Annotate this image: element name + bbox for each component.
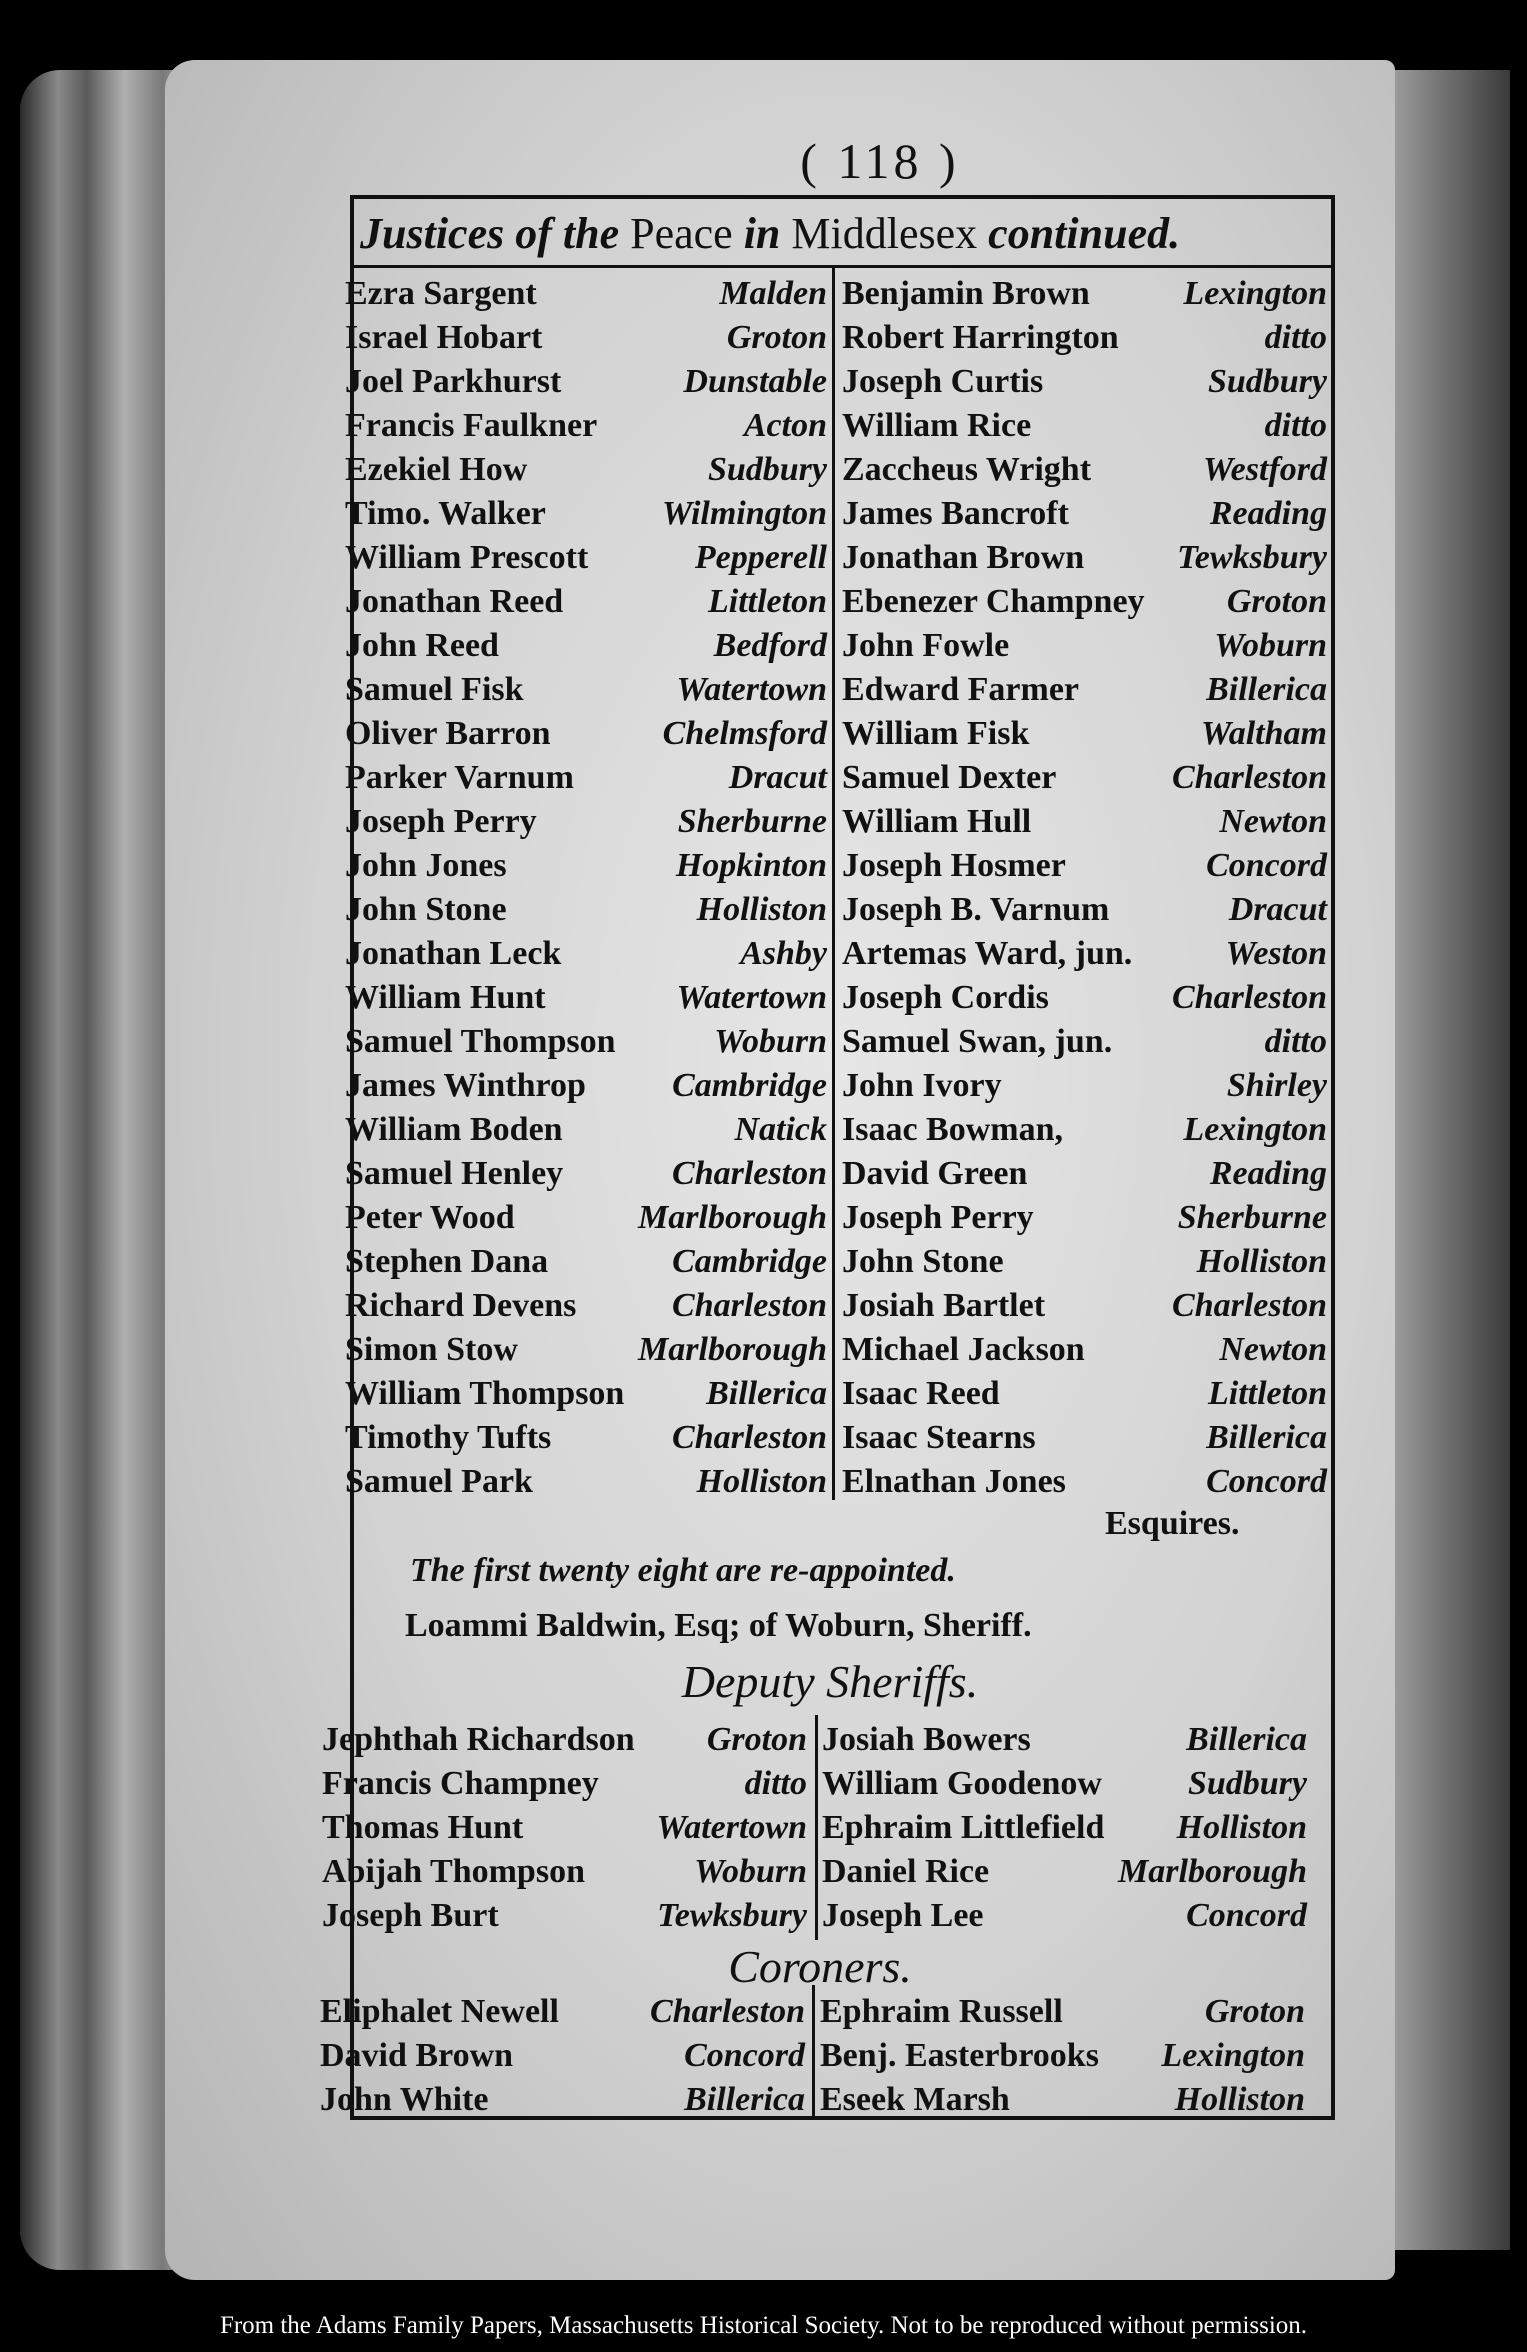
town-name: Groton: [1226, 583, 1327, 620]
deputies-column-rule: [815, 1715, 818, 1940]
town-name: Charleston: [1172, 759, 1327, 796]
town-name: Billerica: [1206, 671, 1327, 708]
list-item: [345, 1196, 827, 1240]
person-name: Joseph Cordis: [842, 979, 1049, 1016]
person-name: Joseph Burt: [322, 1897, 499, 1934]
person-name: Thomas Hunt: [322, 1809, 524, 1846]
list-item: [842, 1064, 1327, 1108]
town-name: Chelmsford: [662, 715, 827, 752]
person-name: David Brown: [320, 2037, 514, 2074]
person-name: Joseph Hosmer: [842, 847, 1066, 884]
town-name: Billerica: [1186, 1721, 1307, 1758]
list-item: [345, 1460, 827, 1504]
person-name: John Fowle: [842, 627, 1010, 664]
list-item: [822, 1894, 1307, 1938]
town-name: ditto: [1264, 407, 1327, 444]
person-name: John Stone: [345, 891, 507, 928]
person-name: Joel Parkhurst: [345, 363, 562, 400]
person-name: Edward Farmer: [842, 671, 1080, 708]
person-name: Jephthah Richardson: [322, 1721, 635, 1758]
list-item: [345, 1108, 827, 1152]
person-name: Samuel Park: [345, 1463, 533, 1500]
person-name: Elnathan Jones: [842, 1463, 1066, 1500]
town-name: Wilmington: [661, 495, 827, 532]
list-item: [842, 800, 1327, 844]
person-name: Israel Hobart: [345, 319, 543, 356]
list-item: [842, 932, 1327, 976]
list-item: [345, 1240, 827, 1284]
town-name: Sherburne: [1177, 1199, 1327, 1236]
coroners-title: Coroners.: [728, 1941, 912, 1992]
town-name: Concord: [684, 2037, 805, 2074]
person-name: Isaac Bowman,: [842, 1111, 1064, 1148]
justices-column-rule: [832, 268, 835, 1500]
person-name: Abijah Thompson: [322, 1853, 585, 1890]
list-item: [345, 1152, 827, 1196]
person-name: Josiah Bartlet: [842, 1287, 1046, 1324]
heading-part-1: Justices of the: [360, 209, 620, 258]
list-item: [842, 536, 1327, 580]
person-name: Joseph Lee: [822, 1897, 984, 1934]
town-name: Bedford: [713, 627, 827, 664]
person-name: Ebenezer Champney: [842, 583, 1145, 620]
list-item: [842, 1372, 1327, 1416]
person-name: David Green: [842, 1155, 1028, 1192]
list-item: [822, 1718, 1307, 1762]
person-name: Benj. Easterbrooks: [820, 2037, 1099, 2074]
person-name: Timothy Tufts: [345, 1419, 552, 1456]
town-name: Dracut: [728, 759, 827, 796]
list-item: [345, 1416, 827, 1460]
list-item: [345, 712, 827, 756]
town-name: Hopkinton: [675, 847, 827, 884]
list-item: [842, 888, 1327, 932]
person-name: Jonathan Brown: [842, 539, 1085, 576]
list-item: [820, 2078, 1305, 2122]
town-name: Malden: [719, 275, 827, 312]
list-item: [322, 1806, 807, 1850]
person-name: John Ivory: [842, 1067, 1002, 1104]
person-name: William Boden: [345, 1111, 563, 1148]
town-name: Dracut: [1228, 891, 1327, 928]
person-name: William Goodenow: [822, 1765, 1102, 1802]
town-name: Lexington: [1183, 275, 1327, 312]
town-name: Sudbury: [1207, 363, 1327, 400]
town-name: Lexington: [1183, 1111, 1327, 1148]
person-name: Simon Stow: [345, 1331, 518, 1368]
list-item: [345, 360, 827, 404]
list-item: [345, 976, 827, 1020]
town-name: Groton: [726, 319, 827, 356]
list-item: [842, 1152, 1327, 1196]
list-item: [345, 404, 827, 448]
person-name: Francis Faulkner: [345, 407, 598, 444]
person-name: Zaccheus Wright: [842, 451, 1092, 488]
person-name: Ezra Sargent: [345, 275, 537, 312]
list-item: [345, 1064, 827, 1108]
person-name: William Hunt: [345, 979, 546, 1016]
list-item: [820, 2034, 1305, 2078]
person-name: Joseph Perry: [842, 1199, 1034, 1236]
person-name: Robert Harrington: [842, 319, 1119, 356]
town-name: Westford: [1202, 451, 1327, 488]
list-item: [322, 1894, 807, 1938]
town-name: Shirley: [1226, 1067, 1327, 1104]
person-name: Ephraim Russell: [820, 1993, 1063, 2030]
list-item: [842, 272, 1327, 316]
list-item: [842, 1460, 1327, 1504]
town-name: Watertown: [656, 1809, 807, 1846]
town-name: Holliston: [1196, 1243, 1327, 1280]
town-name: Charleston: [672, 1419, 827, 1456]
list-item: [842, 1328, 1327, 1372]
person-name: Samuel Fisk: [345, 671, 524, 708]
person-name: James Bancroft: [842, 495, 1069, 532]
town-name: Charleston: [1172, 1287, 1327, 1324]
town-name: Groton: [706, 1721, 807, 1758]
town-name: Ashby: [740, 935, 827, 972]
list-item: [345, 448, 827, 492]
town-name: Dunstable: [683, 363, 827, 400]
town-name: Charleston: [672, 1155, 827, 1192]
person-name: Ezekiel How: [345, 451, 528, 488]
person-name: Stephen Dana: [345, 1243, 549, 1280]
town-name: Billerica: [1206, 1419, 1327, 1456]
list-item: [345, 932, 827, 976]
list-item: [842, 668, 1327, 712]
person-name: William Thompson: [345, 1375, 625, 1412]
list-item: [842, 844, 1327, 888]
list-item: [820, 1990, 1305, 2034]
list-item: [842, 976, 1327, 1020]
person-name: Richard Devens: [345, 1287, 577, 1324]
town-name: Tewksbury: [1177, 539, 1327, 576]
list-item: [345, 756, 827, 800]
town-name: Charleston: [672, 1287, 827, 1324]
town-name: Waltham: [1201, 715, 1327, 752]
town-name: Holliston: [1176, 1809, 1307, 1846]
person-name: Joseph Perry: [345, 803, 537, 840]
person-name: Joseph Curtis: [842, 363, 1044, 400]
town-name: Billerica: [706, 1375, 827, 1412]
town-name: Concord: [1206, 847, 1327, 884]
town-name: Billerica: [684, 2081, 805, 2118]
list-item: [822, 1850, 1307, 1894]
person-name: Oliver Barron: [345, 715, 551, 752]
town-name: Holliston: [1174, 2081, 1305, 2118]
town-name: Concord: [1186, 1897, 1307, 1934]
list-item: [345, 1328, 827, 1372]
town-name: Groton: [1204, 1993, 1305, 2030]
person-name: William Hull: [842, 803, 1032, 840]
list-item: [320, 2078, 805, 2122]
list-item: [322, 1718, 807, 1762]
town-name: Newton: [1219, 803, 1327, 840]
town-name: ditto: [1264, 319, 1327, 356]
town-name: Littleton: [1208, 1375, 1327, 1412]
town-name: Woburn: [1214, 627, 1327, 664]
town-name: Sherburne: [677, 803, 827, 840]
town-name: Marlborough: [638, 1331, 827, 1368]
page-heading: [360, 208, 1340, 259]
person-name: Eseek Marsh: [820, 2081, 1010, 2118]
person-name: Joseph B. Varnum: [842, 891, 1110, 928]
list-item: [345, 624, 827, 668]
esquires-label: Esquires.: [1105, 1505, 1240, 1542]
heading-rule: [352, 265, 1333, 268]
person-name: Isaac Stearns: [842, 1419, 1036, 1456]
list-item: [345, 888, 827, 932]
town-name: Watertown: [676, 671, 827, 708]
list-item: [322, 1850, 807, 1894]
list-item: [345, 316, 827, 360]
town-name: Holliston: [696, 891, 827, 928]
person-name: Jonathan Leck: [345, 935, 562, 972]
list-item: [320, 2034, 805, 2078]
list-item: [842, 404, 1327, 448]
coroners-column-rule: [812, 1985, 815, 2120]
town-name: Reading: [1209, 1155, 1327, 1192]
person-name: Michael Jackson: [842, 1331, 1085, 1368]
list-item: [842, 448, 1327, 492]
town-name: Lexington: [1161, 2037, 1305, 2074]
heading-part-2: Peace: [630, 209, 733, 258]
town-name: Reading: [1209, 495, 1327, 532]
town-name: Sudbury: [1187, 1765, 1307, 1802]
list-item: [842, 756, 1327, 800]
person-name: John Stone: [842, 1243, 1004, 1280]
town-name: Concord: [1206, 1463, 1327, 1500]
list-item: [322, 1762, 807, 1806]
list-item: [822, 1762, 1307, 1806]
heading-part-4: Middlesex: [791, 209, 978, 258]
list-item: [842, 1284, 1327, 1328]
person-name: Parker Varnum: [345, 759, 574, 796]
person-name: James Winthrop: [345, 1067, 586, 1104]
reappointed-note: The first twenty eight are re-appointed.: [410, 1552, 956, 1589]
list-item: [345, 492, 827, 536]
list-item: [842, 1240, 1327, 1284]
facing-page-edge: [1395, 70, 1510, 2250]
heading-part-3: in: [743, 209, 781, 258]
town-name: Cambridge: [672, 1243, 827, 1280]
town-name: Sudbury: [707, 451, 827, 488]
person-name: William Fisk: [842, 715, 1030, 752]
list-item: [842, 360, 1327, 404]
town-name: Cambridge: [672, 1067, 827, 1104]
list-item: [320, 1990, 805, 2034]
list-item: [842, 1416, 1327, 1460]
list-item: [345, 800, 827, 844]
person-name: Francis Champney: [322, 1765, 599, 1802]
person-name: Eliphalet Newell: [320, 1993, 559, 2030]
list-item: [842, 624, 1327, 668]
list-item: [842, 492, 1327, 536]
person-name: William Prescott: [345, 539, 589, 576]
town-name: Charleston: [650, 1993, 805, 2030]
person-name: Samuel Dexter: [842, 759, 1057, 796]
person-name: John White: [320, 2081, 489, 2118]
list-item: [842, 1020, 1327, 1064]
town-name: Marlborough: [1118, 1853, 1307, 1890]
town-name: Holliston: [696, 1463, 827, 1500]
person-name: William Rice: [842, 407, 1032, 444]
person-name: John Jones: [345, 847, 507, 884]
copyright-caption: From the Adams Family Papers, Massachusetts Historical Society. Not to be reproduced without permission.: [219, 2312, 1308, 2339]
person-name: Isaac Reed: [842, 1375, 1000, 1412]
list-item: [842, 712, 1327, 756]
person-name: Josiah Bowers: [822, 1721, 1031, 1758]
town-name: Woburn: [714, 1023, 827, 1060]
list-item: [345, 1372, 827, 1416]
town-name: Littleton: [708, 583, 827, 620]
list-item: [345, 580, 827, 624]
heading-part-5: continued.: [988, 209, 1181, 258]
person-name: John Reed: [345, 627, 499, 664]
town-name: Natick: [734, 1111, 827, 1148]
person-name: Daniel Rice: [822, 1853, 990, 1890]
town-name: Woburn: [694, 1853, 807, 1890]
town-name: Charleston: [1172, 979, 1327, 1016]
town-name: Pepperell: [694, 539, 827, 576]
person-name: Samuel Thompson: [345, 1023, 616, 1060]
town-name: ditto: [1264, 1023, 1327, 1060]
town-name: Marlborough: [638, 1199, 827, 1236]
town-name: ditto: [744, 1765, 807, 1802]
list-item: [345, 1020, 827, 1064]
town-name: Tewksbury: [657, 1897, 807, 1934]
person-name: Peter Wood: [345, 1199, 515, 1236]
person-name: Artemas Ward, jun.: [842, 935, 1133, 972]
sheriff-line: Loammi Baldwin, Esq; of Woburn, Sheriff.: [405, 1607, 1032, 1644]
town-name: Weston: [1225, 935, 1327, 972]
person-name: Samuel Swan, jun.: [842, 1023, 1113, 1060]
town-name: Newton: [1219, 1331, 1327, 1368]
list-item: [345, 272, 827, 316]
list-item: [345, 1284, 827, 1328]
page-number: ( 118 ): [800, 133, 960, 189]
list-item: [345, 844, 827, 888]
list-item: [345, 536, 827, 580]
deputy-sheriffs-title: Deputy Sheriffs.: [681, 1656, 979, 1707]
person-name: Jonathan Reed: [345, 583, 564, 620]
town-name: Watertown: [676, 979, 827, 1016]
list-item: [822, 1806, 1307, 1850]
list-item: [842, 316, 1327, 360]
town-name: Acton: [743, 407, 827, 444]
list-item: [345, 668, 827, 712]
person-name: Samuel Henley: [345, 1155, 564, 1192]
list-item: [842, 1196, 1327, 1240]
person-name: Timo. Walker: [345, 495, 546, 532]
person-name: Benjamin Brown: [842, 275, 1090, 312]
list-item: [842, 580, 1327, 624]
list-item: [842, 1108, 1327, 1152]
person-name: Ephraim Littlefield: [822, 1809, 1105, 1846]
